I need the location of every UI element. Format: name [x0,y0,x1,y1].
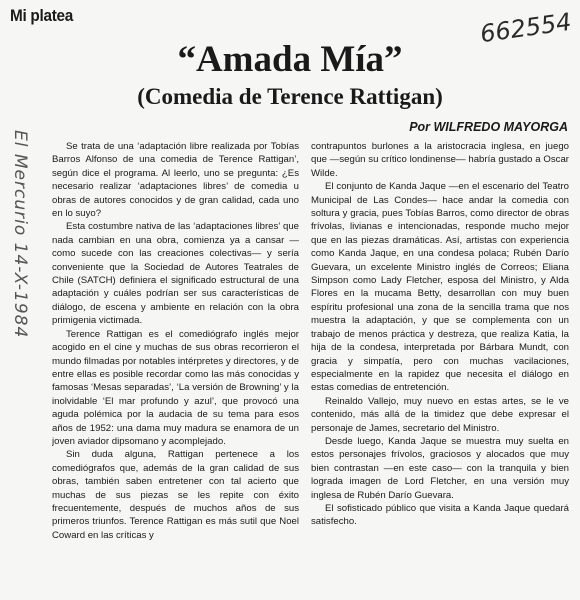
left-column [52,140,299,598]
paragraph: Terence Rattigan es el comediógrafo inglés mejor acogido en el cine y muchas de sus obras recorrieron el mundo filmadas por notables intérpretes y directores, y de entre ellas es posible recordar como las más conocidas y famosas ‘Mesas separadas’, ‘La versión de Browning’ y la inolvidable ‘El mar profundo y azul’, que provocó una aguda polémica por la audacia de su tema para esos años de 1952: una dama muy madura se enamora de un joven aviador dipsomano y acomplejado. [52,328,299,447]
paragraph: contrapuntos burlones a la aristocracia inglesa, en juego que —según su crítico londinense— habría gustado a Oscar Wilde. [311,141,569,179]
paragraph: El conjunto de Kanda Jaque —en el escenario del Teatro Municipal de Las Condes— hace andar la comedia con soltura y gracia, pues Tobías Barros, como director de obras frívolas, livianas e intencionadas, responde mucho mejor que en las piezas dramáticas. Así, artistas con experiencia como Kanda Jaque, en una condesa polaca; Rubén Darío Guevara, un excelente Ministro inglés de Correos; Eliana Simpson como Lady Fletcher, esposa del Ministro, y Alda Flores en la mucama Betty, desarrollan con muy buen espíritu profesional una zona de la sencilla trama que nos muestra la adaptación, y que se complementa con un trabajo de menos práctica y destreza, que realiza Katia, la hija de la condesa, interpretada por Bárbara Mundt, con gracia y simpatía, pero con muchas vacilaciones, especialmente en la rapidez que necesita el diálogo en estas comedias de entretención. [311,181,569,394]
handwritten-side-note: El Mercurio 14-X-1984 [10,130,30,339]
handwritten-number: 662554 [478,7,574,49]
right-column [311,140,569,598]
paragraph: Reinaldo Vallejo, muy nuevo en estas artes, se le ve contenido, más allá de la timidez que debe expresar el personaje de James, secretario del Ministro. [311,395,569,434]
paragraph: Desde luego, Kanda Jaque se muestra muy suelta en estos personajes frívolos, graciosos y alocados que muy bien contrastan —en este caso— con la tranquila y bien lograda imagen de Lord Fletcher, en una versión muy inglesa de Rubén Darío Guevara. [311,435,569,501]
article-title: “Amada Mía” [177,39,403,80]
byline: Por WILFREDO MAYORGA [409,120,568,134]
paragraph: El sofisticado público que visita a Kanda Jaque quedará satisfecho. [311,502,569,528]
article-subtitle: (Comedia de Terence Rattigan) [137,84,443,109]
section-heading: Mi platea [10,6,74,25]
paragraph: Sin duda alguna, Rattigan pertenece a los comediógrafos que, además de la gran calidad de sus obras, también saben entretener con tal acierto que muchas de sus piezas se les repite con éxito frecuentemente, después de muchos años de sus primeros triunfos. Terence Rattigan es más sutil que Noel Coward en las críticas y [52,449,299,541]
paragraph: Se trata de una ‘adaptación libre realizada por Tobías Barros Alfonso de una comedia de Terence Rattigan’, según dice el programa. Al leerlo, uno se pregunta: ¿Es necesario realizar ‘adaptaciones libres’ de comedia u obras de autores conocidos y de gran calidad, cada uno en lo suyo? [52,141,299,220]
paragraph: Esta costumbre nativa de las ‘adaptaciones libres’ que nada cambian en una obra, comienza ya a cansar —como sucede con las creaciones colectivas— y sería conveniente que la Sociedad de Autores Teatrales de Chile (SATCH) definiera el significado estructural de una adaptación y cuáles podrían ser sus características de diálogo, de escena y ambiente en relación con la obra primigenia victimada. [52,221,299,327]
